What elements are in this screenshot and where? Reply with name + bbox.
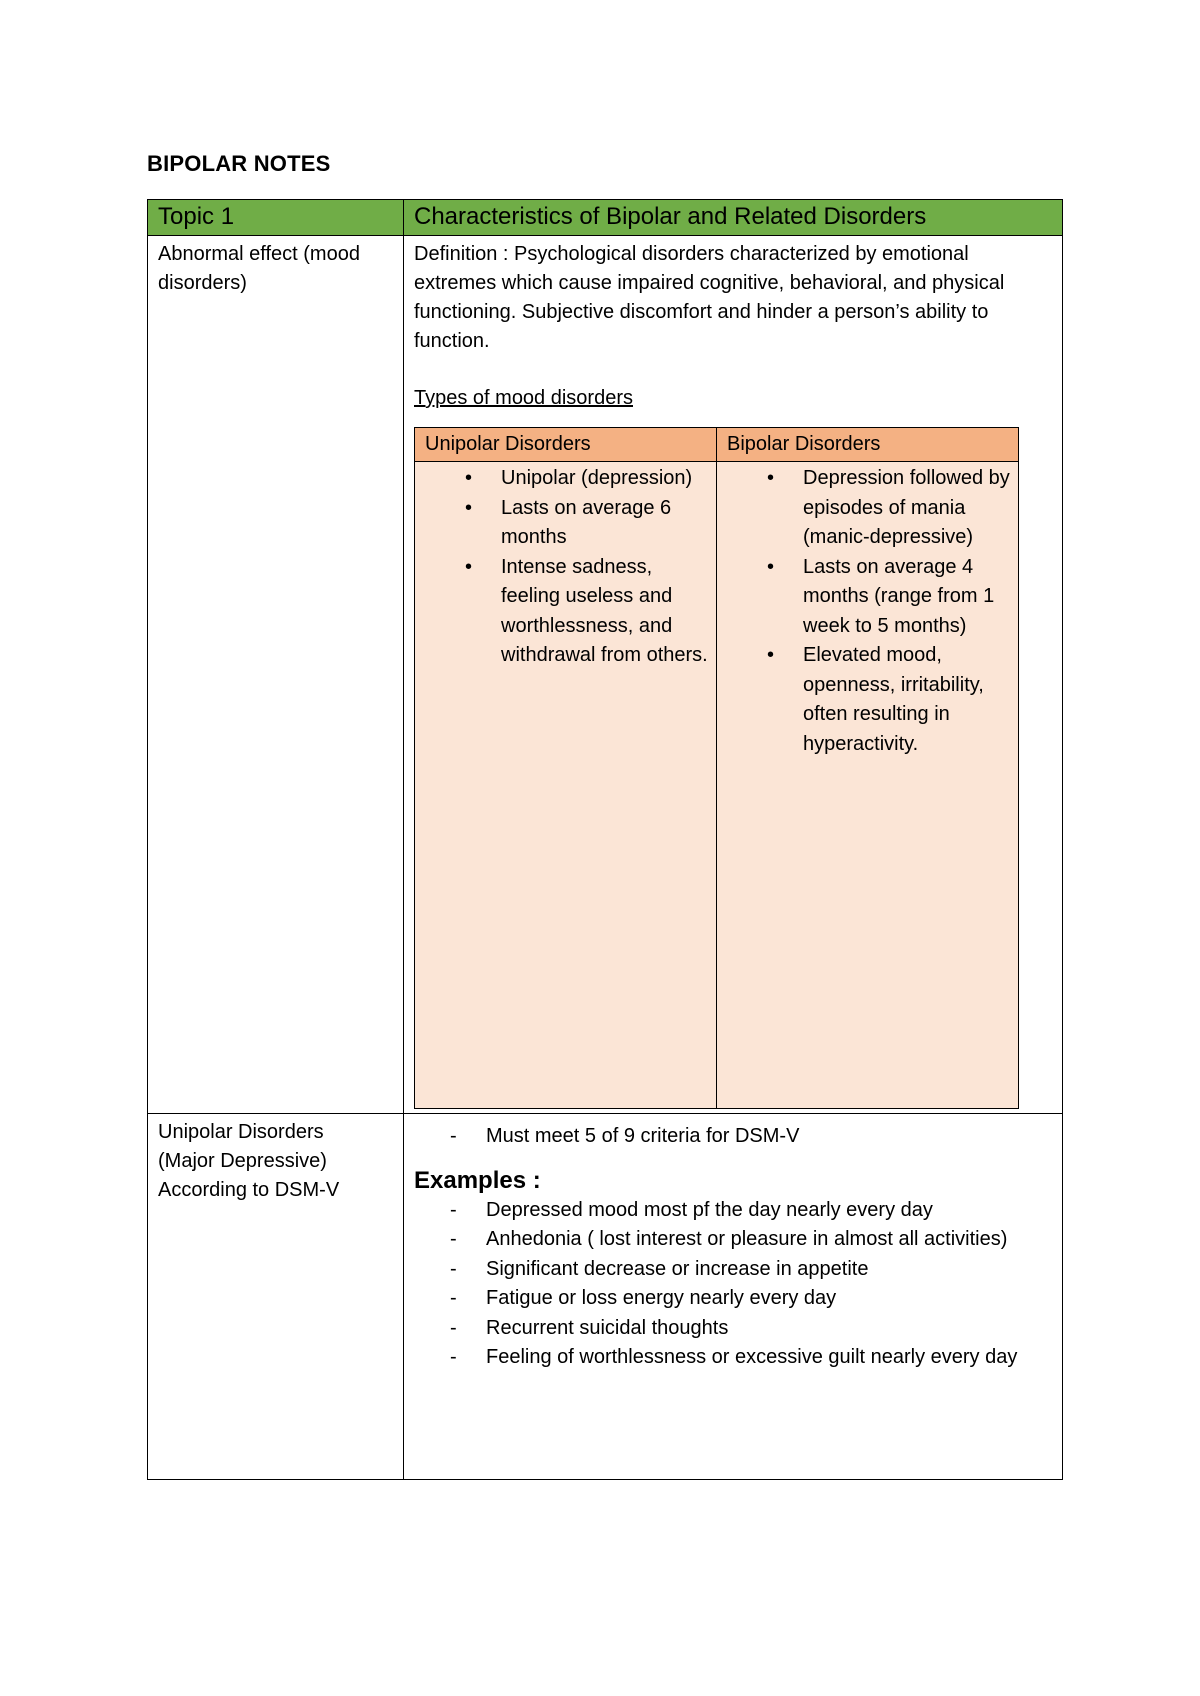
types-heading: Types of mood disorders — [414, 387, 633, 409]
row-content-cell — [404, 236, 1063, 1114]
list-item: - Feeling of worthlessness or excessive guilt nearly every day — [486, 1343, 1052, 1373]
list-item: • Lasts on average 6 months — [501, 494, 708, 553]
list-item: - Must meet 5 of 9 criteria for DSM-V — [486, 1122, 1052, 1152]
list-item: • Depression followed by episodes of mania (manic-depressive) — [803, 464, 1010, 553]
definition-text: Definition : Psychological disorders characterized by emotional extremes which cause impaired cognitive, behavioral, and physical functioning. Subjective discomfort and hinder a person’s ability to function. — [414, 243, 1005, 352]
row-topic-cell — [148, 1114, 404, 1480]
list-item: • Unipolar (depression) — [501, 464, 708, 494]
topic-line: According to DSM-V — [158, 1179, 340, 1201]
list-item: - Fatigue or loss energy nearly every day — [486, 1284, 1052, 1314]
bipolar-list — [725, 464, 1010, 759]
row-content-cell — [404, 1114, 1063, 1480]
examples-list — [414, 1196, 1052, 1373]
unipolar-header: Unipolar Disorders — [415, 428, 717, 462]
list-item: - Significant decrease or increase in appetite — [486, 1255, 1052, 1285]
list-item: - Depressed mood most pf the day nearly every day — [486, 1196, 1052, 1226]
header-topic-cell: Topic 1 — [148, 200, 404, 236]
inner-body-row — [415, 462, 1019, 1109]
topic-line: (Major Depressive) — [158, 1150, 327, 1172]
list-item: • Intense sadness, feeling useless and worthlessness, and withdrawal from others. — [501, 553, 708, 671]
notes-table — [147, 199, 1063, 1480]
table-row — [148, 1114, 1063, 1480]
inner-header-row — [415, 428, 1019, 462]
page-title: BIPOLAR NOTES — [147, 151, 331, 176]
criteria-list — [414, 1122, 1052, 1152]
list-item: • Elevated mood, openness, irritability, often resulting in hyperactivity. — [803, 641, 1010, 759]
list-item: - Anhedonia ( lost interest or pleasure in almost all activities) — [486, 1225, 1052, 1255]
header-title-cell: Characteristics of Bipolar and Related Disorders — [404, 200, 1063, 236]
list-item: - Recurrent suicidal thoughts — [486, 1314, 1052, 1344]
row-topic-cell: Abnormal effect (mood disorders) — [148, 236, 404, 1114]
mood-disorders-table — [414, 427, 1019, 1109]
examples-heading: Examples : — [414, 1166, 541, 1194]
unipolar-list — [423, 464, 708, 671]
unipolar-cell — [415, 462, 717, 1109]
bipolar-header: Bipolar Disorders — [717, 428, 1019, 462]
topic-line: Unipolar Disorders — [158, 1121, 324, 1143]
bipolar-cell — [717, 462, 1019, 1109]
list-item: • Lasts on average 4 months (range from 1 week to 5 months) — [803, 553, 1010, 642]
table-row — [148, 236, 1063, 1114]
table-header-row — [148, 200, 1063, 236]
